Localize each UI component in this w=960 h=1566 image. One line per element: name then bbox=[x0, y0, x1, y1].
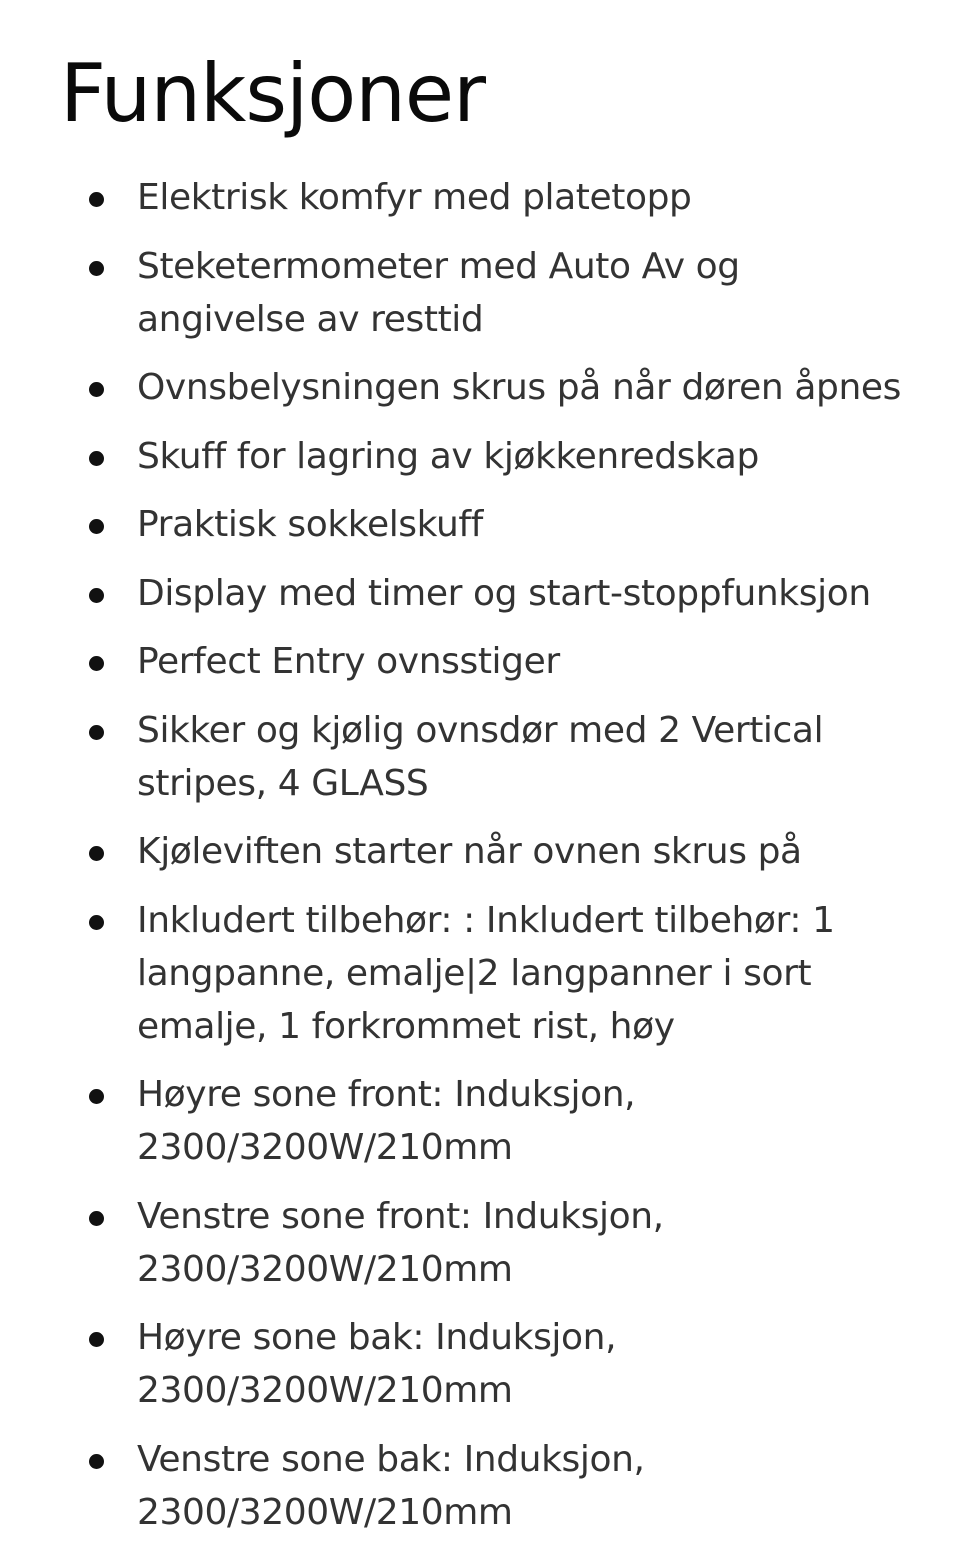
list-item bbox=[0, 567, 960, 620]
feature-list bbox=[0, 171, 960, 1554]
list-item bbox=[0, 1190, 960, 1296]
list-item bbox=[0, 361, 960, 414]
feature-text: Høyre sone bak: Induksjon, 2300/3200W/210mm bbox=[137, 1317, 617, 1411]
bullet-icon bbox=[89, 1211, 104, 1226]
feature-text: Høyre sone front: Induksjon, 2300/3200W/210mm bbox=[137, 1074, 636, 1168]
list-item bbox=[0, 498, 960, 551]
bullet-icon bbox=[89, 382, 104, 397]
page-title: Funksjoner bbox=[60, 47, 486, 140]
feature-text: Perfect Entry ovnsstiger bbox=[137, 641, 560, 682]
list-item bbox=[0, 704, 960, 810]
bullet-icon bbox=[89, 1089, 104, 1104]
bullet-icon bbox=[89, 1332, 104, 1347]
list-item bbox=[0, 240, 960, 346]
feature-text: Sikker og kjølig ovnsdør med 2 Vertical stripes, 4 GLASS bbox=[137, 709, 824, 804]
list-item bbox=[0, 825, 960, 878]
feature-text: Ovnsbelysningen skrus på når døren åpnes bbox=[137, 367, 901, 408]
feature-text: Inkludert tilbehør: : Inkludert tilbehør: 1 langpanne, emalje|2 langpanner i sort emalje, 1 forkrommet rist, høy bbox=[137, 899, 835, 1047]
bullet-icon bbox=[89, 656, 104, 671]
list-item bbox=[0, 171, 960, 224]
bullet-icon bbox=[89, 846, 104, 861]
bullet-icon bbox=[89, 1454, 104, 1469]
bullet-icon bbox=[89, 725, 104, 740]
bullet-icon bbox=[89, 451, 104, 466]
bullet-icon bbox=[89, 519, 104, 534]
list-item bbox=[0, 1433, 960, 1539]
feature-text: Venstre sone bak: Induksjon, 2300/3200W/210mm bbox=[137, 1438, 645, 1533]
feature-text: Display med timer og start-stoppfunksjon bbox=[137, 572, 871, 614]
bullet-icon bbox=[89, 915, 104, 930]
feature-text: Kjøleviften starter når ovnen skrus på bbox=[137, 831, 802, 872]
list-item bbox=[0, 635, 960, 688]
bullet-icon bbox=[89, 261, 104, 276]
feature-text: Steketermometer med Auto Av og angivelse av resttid bbox=[137, 245, 740, 340]
list-item bbox=[0, 894, 960, 1053]
feature-text: Venstre sone front: Induksjon, 2300/3200W/210mm bbox=[137, 1195, 664, 1290]
list-item bbox=[0, 1311, 960, 1417]
list-item bbox=[0, 1068, 960, 1174]
feature-text: Praktisk sokkelskuff bbox=[137, 504, 483, 545]
bullet-icon bbox=[89, 192, 104, 207]
feature-text: Elektrisk komfyr med platetopp bbox=[137, 177, 692, 218]
list-item bbox=[0, 430, 960, 483]
feature-text: Skuff for lagring av kjøkkenredskap bbox=[137, 435, 759, 477]
bullet-icon bbox=[89, 588, 104, 603]
